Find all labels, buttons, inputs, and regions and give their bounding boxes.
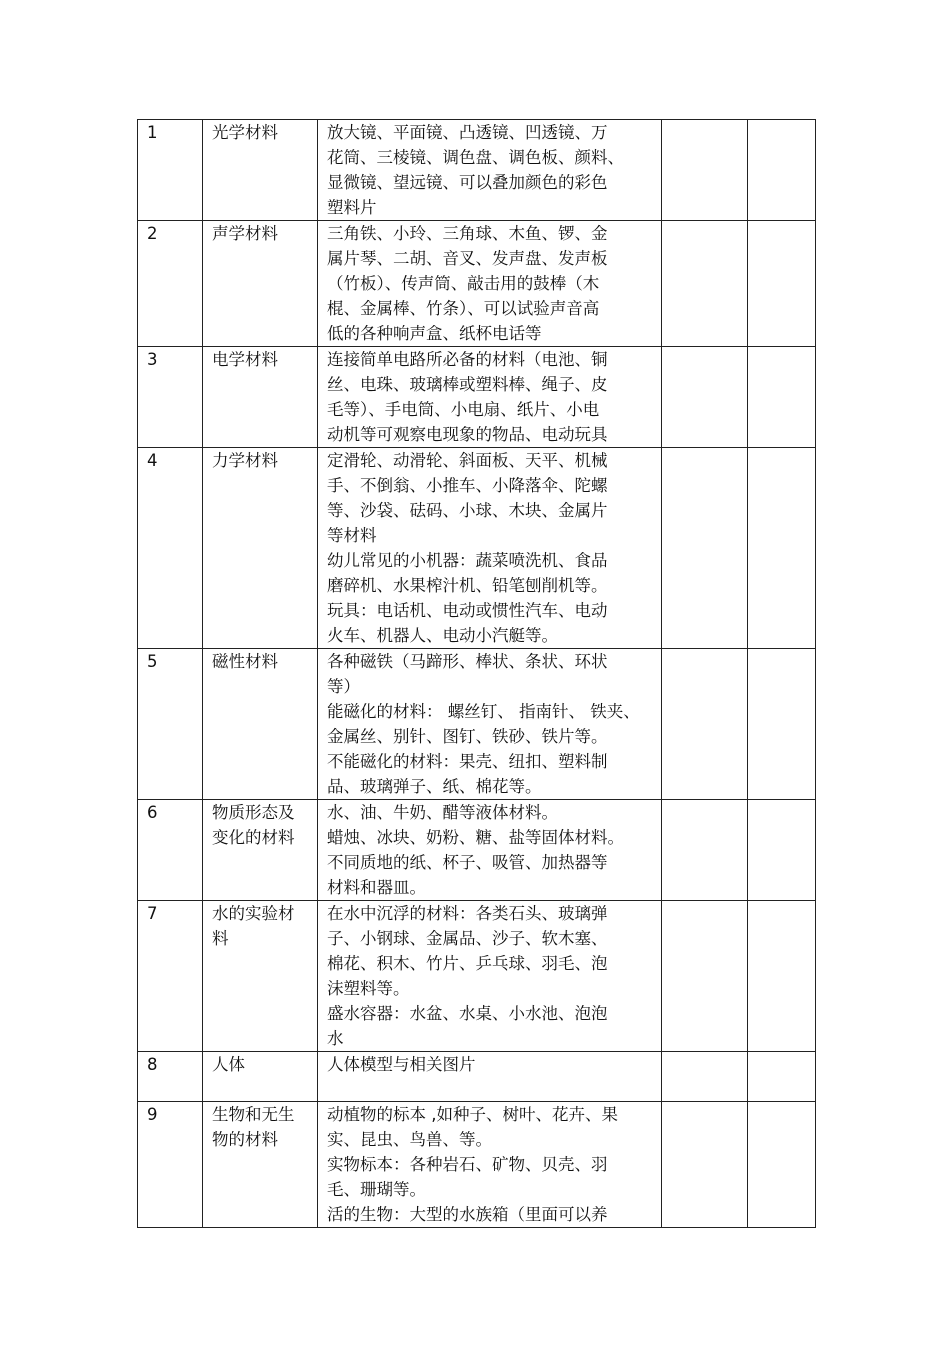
description-line: 显微镜、望远镜、可以叠加颜色的彩色 (327, 173, 608, 192)
description-line: 盛水容器：水盆、水桌、小水池、泡泡 (327, 1004, 608, 1023)
description-line: 花筒、三棱镜、调色盘、调色板、颜料、 (327, 148, 624, 167)
description-line: 蜡烛、冰块、奶粉、糖、盐等固体材料。 (327, 828, 624, 847)
empty-cell (662, 120, 748, 221)
description-line: 手、不倒翁、小推车、小降落伞、陀螺 (327, 476, 608, 495)
description-line: 材料和器皿。 (327, 878, 426, 897)
description-line: 定滑轮、动滑轮、斜面板、天平、机械 (327, 451, 608, 470)
category-cell (203, 347, 318, 448)
empty-cell (748, 120, 816, 221)
row-number: 4 (138, 448, 203, 649)
empty-cell (748, 448, 816, 649)
description-line: （竹板）、传声筒、敲击用的鼓棒（木 (327, 274, 600, 293)
description-line: 放大镜、平面镜、凸透镜、凹透镜、万 (327, 123, 608, 142)
row-number: 8 (138, 1052, 203, 1102)
description-line: 动植物的标本 ,如种子、树叶、花卉、果 (327, 1105, 618, 1124)
empty-cell (748, 1052, 816, 1102)
category-cell (203, 120, 318, 221)
category-label: 物的材料 (212, 1130, 278, 1149)
description-cell (318, 221, 662, 347)
materials-table-body (138, 120, 816, 1228)
description-line: 沫塑料等。 (327, 979, 410, 998)
description-line: 品、玻璃弹子、纸、棉花等。 (327, 777, 542, 796)
description-line: 人体模型与相关图片 (327, 1055, 476, 1074)
materials-table (137, 119, 816, 1228)
category-label: 变化的材料 (212, 828, 295, 847)
category-cell (203, 221, 318, 347)
description-line: 等） (327, 677, 360, 696)
category-cell (203, 448, 318, 649)
category-cell (203, 649, 318, 800)
row-number: 6 (138, 800, 203, 901)
description-line: 各种磁铁（马蹄形、棒状、条状、环状 (327, 652, 608, 671)
description-line: 实物标本：各种岩石、矿物、贝壳、羽 (327, 1155, 608, 1174)
description-line: 玩具：电话机、电动或惯性汽车、电动 (327, 601, 608, 620)
table-row (138, 120, 816, 221)
description-line: 火车、机器人、电动小汽艇等。 (327, 626, 558, 645)
description-line: 丝、电珠、玻璃棒或塑料棒、绳子、皮 (327, 375, 608, 394)
table-row (138, 448, 816, 649)
description-cell (318, 1102, 662, 1228)
category-label: 物质形态及 (212, 803, 295, 822)
category-label: 力学材料 (212, 451, 278, 470)
description-line: 幼儿常见的小机器：蔬菜喷洗机、食品 (327, 551, 608, 570)
empty-cell (748, 1102, 816, 1228)
description-line: 棉花、积木、竹片、乒乓球、羽毛、泡 (327, 954, 608, 973)
description-cell (318, 120, 662, 221)
row-number: 1 (138, 120, 203, 221)
description-line: 棍、金属棒、竹条）、可以试验声音高 (327, 299, 600, 318)
description-cell (318, 800, 662, 901)
empty-cell (662, 221, 748, 347)
category-label: 生物和无生 (212, 1105, 295, 1124)
table-row (138, 1102, 816, 1228)
description-line: 等材料 (327, 526, 377, 545)
empty-cell (662, 1052, 748, 1102)
table-row (138, 347, 816, 448)
empty-cell (748, 221, 816, 347)
empty-cell (662, 1102, 748, 1228)
empty-cell (662, 901, 748, 1052)
empty-cell (748, 901, 816, 1052)
row-number: 5 (138, 649, 203, 800)
category-label: 声学材料 (212, 224, 278, 243)
description-line: 子、小钢球、金属品、沙子、软木塞、 (327, 929, 608, 948)
empty-cell (662, 448, 748, 649)
category-label: 水的实验材 (212, 904, 295, 923)
category-cell (203, 901, 318, 1052)
category-cell (203, 800, 318, 901)
description-line: 低的各种响声盒、纸杯电话等 (327, 324, 542, 343)
description-cell (318, 1052, 662, 1102)
table-row (138, 1052, 816, 1102)
empty-cell (748, 649, 816, 800)
description-line: 塑料片 (327, 198, 377, 217)
empty-cell (748, 347, 816, 448)
category-label: 磁性材料 (212, 652, 278, 671)
description-line: 动机等可观察电现象的物品、电动玩具 (327, 425, 608, 444)
description-cell (318, 347, 662, 448)
description-line: 等、沙袋、砝码、小球、木块、金属片 (327, 501, 608, 520)
category-cell (203, 1102, 318, 1228)
row-number: 3 (138, 347, 203, 448)
description-line: 水 (327, 1029, 344, 1048)
category-label: 料 (212, 929, 229, 948)
description-line: 毛、珊瑚等。 (327, 1180, 426, 1199)
row-number: 2 (138, 221, 203, 347)
row-number: 7 (138, 901, 203, 1052)
description-line: 属片琴、二胡、音叉、发声盘、发声板 (327, 249, 608, 268)
empty-cell (748, 800, 816, 901)
description-line: 金属丝、别针、图钉、铁砂、铁片等。 (327, 727, 608, 746)
description-line: 能磁化的材料： 螺丝钉、 指南针、 铁夹、 (327, 702, 640, 721)
table-row (138, 649, 816, 800)
empty-cell (662, 347, 748, 448)
table-row (138, 800, 816, 901)
table-row (138, 221, 816, 347)
description-line: 不同质地的纸、杯子、吸管、加热器等 (327, 853, 608, 872)
category-cell (203, 1052, 318, 1102)
row-number: 9 (138, 1102, 203, 1228)
description-line: 三角铁、小玲、三角球、木鱼、锣、金 (327, 224, 608, 243)
description-line: 磨碎机、水果榨汁机、铅笔刨削机等。 (327, 576, 608, 595)
description-line: 实、昆虫、鸟兽、等。 (327, 1130, 492, 1149)
empty-cell (662, 649, 748, 800)
description-line: 连接简单电路所必备的材料（电池、铜 (327, 350, 608, 369)
empty-cell (662, 800, 748, 901)
description-line: 活的生物：大型的水族箱（里面可以养 (327, 1205, 608, 1224)
description-line: 毛等）、手电筒、小电扇、纸片、小电 (327, 400, 600, 419)
description-line: 水、油、牛奶、醋等液体材料。 (327, 803, 558, 822)
description-cell (318, 448, 662, 649)
table-row (138, 901, 816, 1052)
category-label: 人体 (212, 1055, 245, 1074)
category-label: 电学材料 (212, 350, 278, 369)
description-line: 在水中沉浮的材料：各类石头、玻璃弹 (327, 904, 608, 923)
category-label: 光学材料 (212, 123, 278, 142)
description-line: 不能磁化的材料：果壳、纽扣、塑料制 (327, 752, 608, 771)
description-cell (318, 901, 662, 1052)
description-cell (318, 649, 662, 800)
